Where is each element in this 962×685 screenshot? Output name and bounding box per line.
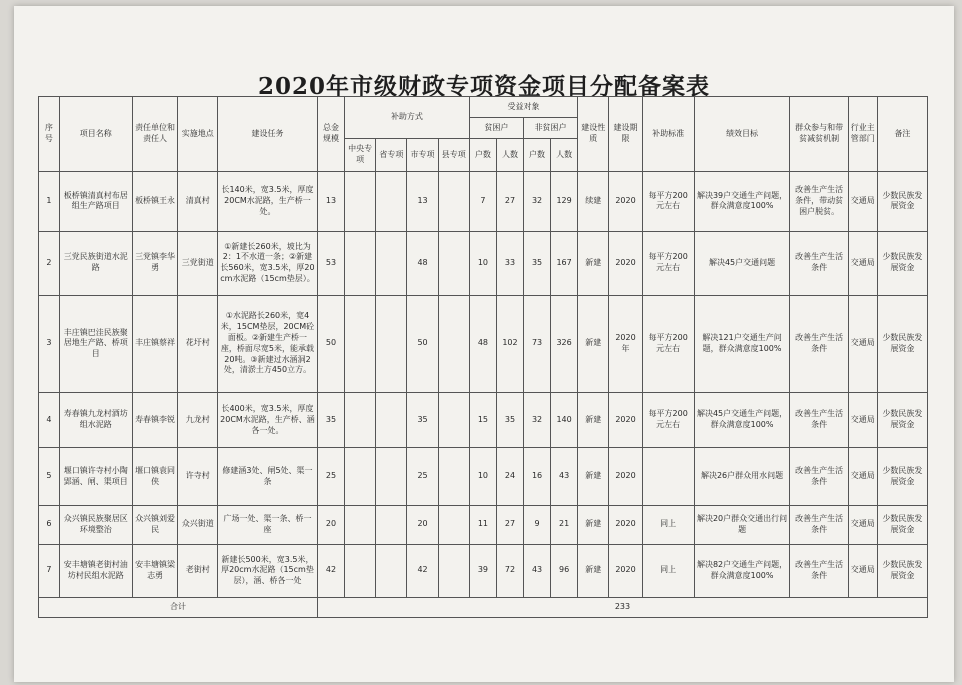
- cell-note: 少数民族发展资金: [877, 448, 927, 506]
- cell-location: 清真村: [178, 172, 218, 232]
- cell-goal: 解决20户群众交通出行问题: [694, 505, 790, 544]
- cell-households: 7: [469, 172, 496, 232]
- cell-dept: 交通局: [848, 392, 877, 447]
- cell-people: 72: [496, 544, 523, 597]
- cell-responsible: 三党镇李华勇: [132, 231, 178, 295]
- cell-households: 48: [469, 295, 496, 392]
- cell-county: [438, 505, 469, 544]
- cell-households-2: 9: [524, 505, 551, 544]
- cell-dept: 交通局: [848, 544, 877, 597]
- header-task: 建设任务: [218, 97, 318, 172]
- cell-period: 2020年: [609, 295, 642, 392]
- cell-nature: 新建: [578, 544, 609, 597]
- cell-note: 少数民族发展资金: [877, 172, 927, 232]
- cell-mechanism: 改善生产生活条件，带动贫困户脱贫。: [790, 172, 848, 232]
- table-row: [39, 295, 928, 392]
- cell-task: ①水泥路长260米，宽4米，15CM垫层，20CM砼面板。②新建生产桥一座，桥面尽宽5米，能承载20吨。③新建过水涵洞2处，清淤土方450立方。: [218, 295, 318, 392]
- cell-central: [345, 448, 376, 506]
- cell-note: 少数民族发展资金: [877, 544, 927, 597]
- cell-city: 50: [407, 295, 438, 392]
- cell-people: 35: [496, 392, 523, 447]
- cell-mechanism: 改善生产生活条件: [790, 448, 848, 506]
- cell-standard: 每平方200元左右: [642, 295, 694, 392]
- cell-people-2: 140: [551, 392, 578, 447]
- cell-responsible: 丰庄镇蔡祥: [132, 295, 178, 392]
- header-households-2: 户数: [524, 139, 551, 172]
- cell-project-name: 板桥镇清真村布居组生产路项目: [59, 172, 132, 232]
- cell-city: 20: [407, 505, 438, 544]
- cell-county: [438, 231, 469, 295]
- cell-nature: 新建: [578, 448, 609, 506]
- total-label: 合计: [39, 598, 318, 618]
- cell-households: 15: [469, 392, 496, 447]
- header-county: 县专项: [438, 139, 469, 172]
- cell-dept: 交通局: [848, 448, 877, 506]
- cell-people: 33: [496, 231, 523, 295]
- cell-households-2: 43: [524, 544, 551, 597]
- cell-mechanism: 改善生产生活条件: [790, 544, 848, 597]
- total-row: [39, 598, 928, 618]
- cell-task: 长400米，宽3.5米，厚度20CM水泥路，生产桥、涵各一处。: [218, 392, 318, 447]
- header-beneficiary: 受益对象: [469, 97, 577, 118]
- cell-province: [376, 172, 407, 232]
- cell-goal: 解决26户群众用水问题: [694, 448, 790, 506]
- cell-province: [376, 544, 407, 597]
- cell-people-2: 326: [551, 295, 578, 392]
- cell-people-2: 167: [551, 231, 578, 295]
- cell-people: 24: [496, 448, 523, 506]
- cell-county: [438, 544, 469, 597]
- cell-standard: [642, 448, 694, 506]
- cell-nature: 新建: [578, 295, 609, 392]
- cell-project-name: 丰庄镇巴洼民族聚居地生产路、桥项目: [59, 295, 132, 392]
- cell-households: 39: [469, 544, 496, 597]
- cell-people-2: 129: [551, 172, 578, 232]
- cell-period: 2020: [609, 544, 642, 597]
- cell-people: 27: [496, 505, 523, 544]
- cell-note: 少数民族发展资金: [877, 505, 927, 544]
- cell-central: [345, 505, 376, 544]
- cell-goal: 解决45户交通问题: [694, 231, 790, 295]
- cell-central: [345, 172, 376, 232]
- table-row: [39, 544, 928, 597]
- cell-responsible: 安丰塘镇梁志勇: [132, 544, 178, 597]
- cell-city: 42: [407, 544, 438, 597]
- header-funding: 补助方式: [345, 97, 470, 139]
- cell-location: 众兴街道: [178, 505, 218, 544]
- cell-location: 三党街道: [178, 231, 218, 295]
- cell-responsible: 板桥镇王永: [132, 172, 178, 232]
- cell-nature: 新建: [578, 392, 609, 447]
- table-row: [39, 392, 928, 447]
- cell-nature: 新建: [578, 505, 609, 544]
- cell-project-name: 寿春镇九龙村酒坊组水泥路: [59, 392, 132, 447]
- header-seq: 序号: [39, 97, 60, 172]
- cell-households: 10: [469, 231, 496, 295]
- cell-period: 2020: [609, 392, 642, 447]
- header-mechanism: 群众参与和带贫减贫机制: [790, 97, 848, 172]
- cell-scale: 53: [317, 231, 344, 295]
- cell-households: 10: [469, 448, 496, 506]
- cell-scale: 20: [317, 505, 344, 544]
- cell-nature: 续建: [578, 172, 609, 232]
- cell-people: 27: [496, 172, 523, 232]
- cell-task: 长140米，宽3.5米，厚度20CM水泥路，生产桥一处。: [218, 172, 318, 232]
- cell-central: [345, 392, 376, 447]
- cell-project-name: 三党民族街道水泥路: [59, 231, 132, 295]
- cell-province: [376, 505, 407, 544]
- cell-task: ①新建长260米，坡比为2：1不水道一条；②新建长560米，宽3.5米，厚20cm水泥路（15cm垫层）。: [218, 231, 318, 295]
- cell-standard: 每平方200元左右: [642, 392, 694, 447]
- cell-central: [345, 231, 376, 295]
- cell-mechanism: 改善生产生活条件: [790, 392, 848, 447]
- cell-seq: 3: [39, 295, 60, 392]
- cell-seq: 4: [39, 392, 60, 447]
- cell-province: [376, 295, 407, 392]
- table-row: [39, 448, 928, 506]
- cell-households: 11: [469, 505, 496, 544]
- cell-city: 35: [407, 392, 438, 447]
- cell-city: 25: [407, 448, 438, 506]
- cell-dept: 交通局: [848, 505, 877, 544]
- header-central: 中央专项: [345, 139, 376, 172]
- cell-location: 花圩村: [178, 295, 218, 392]
- cell-people-2: 96: [551, 544, 578, 597]
- header-households: 户数: [469, 139, 496, 172]
- scanned-document: [14, 6, 954, 682]
- cell-county: [438, 295, 469, 392]
- cell-households-2: 16: [524, 448, 551, 506]
- cell-note: 少数民族发展资金: [877, 231, 927, 295]
- cell-standard: 每平方200元左右: [642, 172, 694, 232]
- header-nature: 建设性质: [578, 97, 609, 172]
- cell-mechanism: 改善生产生活条件: [790, 505, 848, 544]
- cell-people-2: 21: [551, 505, 578, 544]
- cell-mechanism: 改善生产生活条件: [790, 231, 848, 295]
- cell-city: 48: [407, 231, 438, 295]
- cell-county: [438, 172, 469, 232]
- cell-location: 老街村: [178, 544, 218, 597]
- cell-households-2: 35: [524, 231, 551, 295]
- cell-central: [345, 544, 376, 597]
- header-period: 建设期限: [609, 97, 642, 172]
- cell-note: 少数民族发展资金: [877, 392, 927, 447]
- cell-location: 许寺村: [178, 448, 218, 506]
- cell-households-2: 73: [524, 295, 551, 392]
- cell-city: 13: [407, 172, 438, 232]
- cell-dept: 交通局: [848, 172, 877, 232]
- cell-standard: 每平方200元左右: [642, 231, 694, 295]
- cell-seq: 7: [39, 544, 60, 597]
- header-scale: 总金规模: [317, 97, 344, 172]
- cell-period: 2020: [609, 448, 642, 506]
- cell-period: 2020: [609, 172, 642, 232]
- cell-dept: 交通局: [848, 295, 877, 392]
- cell-scale: 50: [317, 295, 344, 392]
- cell-seq: 2: [39, 231, 60, 295]
- cell-households-2: 32: [524, 172, 551, 232]
- cell-households-2: 32: [524, 392, 551, 447]
- cell-goal: 解决82户交通生产问题，群众满意度100%: [694, 544, 790, 597]
- cell-seq: 1: [39, 172, 60, 232]
- cell-central: [345, 295, 376, 392]
- cell-project-name: 安丰塘镇老街村油坊村民组水泥路: [59, 544, 132, 597]
- allocation-table: [38, 96, 928, 618]
- cell-people-2: 43: [551, 448, 578, 506]
- header-nonpoor-households: 非贫困户: [524, 118, 578, 139]
- cell-scale: 13: [317, 172, 344, 232]
- total-value: 233: [317, 598, 927, 618]
- cell-county: [438, 392, 469, 447]
- header-city: 市专项: [407, 139, 438, 172]
- cell-goal: 解决45户交通生产问题，群众满意度100%: [694, 392, 790, 447]
- header-note: 备注: [877, 97, 927, 172]
- header-standard: 补助标准: [642, 97, 694, 172]
- header-responsible: 责任单位和责任人: [132, 97, 178, 172]
- cell-mechanism: 改善生产生活条件: [790, 295, 848, 392]
- header-poor-households: 贫困户: [469, 118, 523, 139]
- cell-location: 九龙村: [178, 392, 218, 447]
- cell-goal: 解决121户交通生产问题，群众满意度100%: [694, 295, 790, 392]
- table-row: [39, 231, 928, 295]
- cell-period: 2020: [609, 231, 642, 295]
- cell-task: 广场一处、渠一条、桥一座: [218, 505, 318, 544]
- cell-county: [438, 448, 469, 506]
- cell-project-name: 堰口镇许寺村小陶郢涵、闸、渠项目: [59, 448, 132, 506]
- cell-province: [376, 392, 407, 447]
- header-dept: 行业主管部门: [848, 97, 877, 172]
- cell-scale: 25: [317, 448, 344, 506]
- cell-dept: 交通局: [848, 231, 877, 295]
- cell-period: 2020: [609, 505, 642, 544]
- cell-scale: 42: [317, 544, 344, 597]
- header-province: 省专项: [376, 139, 407, 172]
- header-goal: 绩效目标: [694, 97, 790, 172]
- cell-people: 102: [496, 295, 523, 392]
- cell-goal: 解决39户交通生产问题，群众满意度100%: [694, 172, 790, 232]
- cell-province: [376, 231, 407, 295]
- cell-responsible: 众兴镇刘爱民: [132, 505, 178, 544]
- header-location: 实施地点: [178, 97, 218, 172]
- cell-task: 新建长500米，宽3.5米，厚20cm水泥路（15cm垫层），涵、桥各一处: [218, 544, 318, 597]
- header-project-name: 项目名称: [59, 97, 132, 172]
- cell-project-name: 众兴镇民族聚居区环境整治: [59, 505, 132, 544]
- cell-seq: 6: [39, 505, 60, 544]
- document-title: 2020年市级财政专项资金项目分配备案表: [257, 73, 710, 100]
- cell-seq: 5: [39, 448, 60, 506]
- cell-province: [376, 448, 407, 506]
- table-row: [39, 505, 928, 544]
- cell-responsible: 寿春镇李锐: [132, 392, 178, 447]
- cell-note: 少数民族发展资金: [877, 295, 927, 392]
- cell-responsible: 堰口镇袁同侠: [132, 448, 178, 506]
- cell-scale: 35: [317, 392, 344, 447]
- cell-standard: 同上: [642, 505, 694, 544]
- cell-nature: 新建: [578, 231, 609, 295]
- header-people-2: 人数: [551, 139, 578, 172]
- header-people: 人数: [496, 139, 523, 172]
- cell-task: 修建涵3处、闸5处、渠一条: [218, 448, 318, 506]
- table-row: [39, 172, 928, 232]
- cell-standard: 同上: [642, 544, 694, 597]
